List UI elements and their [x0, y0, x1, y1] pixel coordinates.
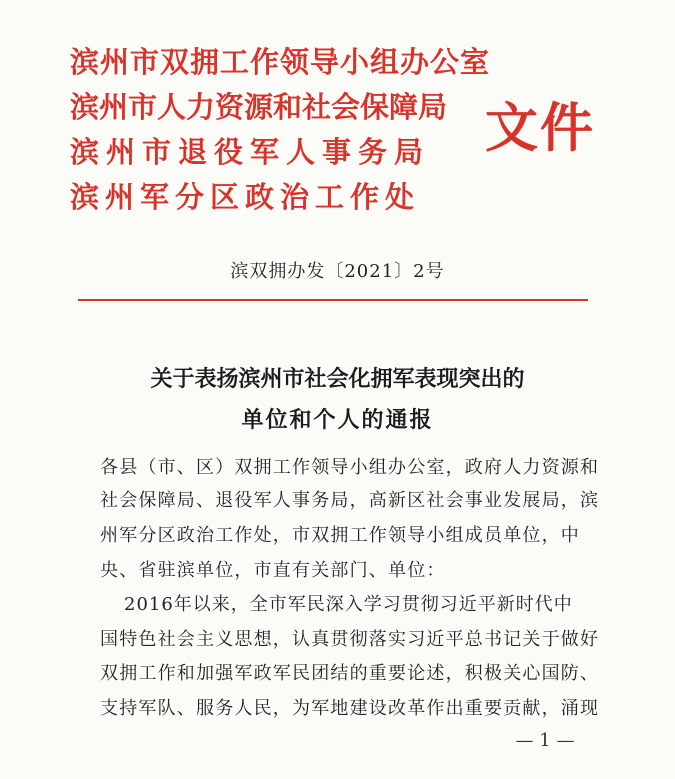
- document-word: 文件: [485, 97, 595, 159]
- body-line-5: 2016年以来，全市军民深入学习贯彻习近平新时代中: [124, 594, 573, 615]
- document-number: 滨双拥办发〔2021〕2号: [230, 261, 445, 282]
- issuer-line-3: 滨州市退役军人事务局: [70, 135, 431, 169]
- body-line-6: 国特色社会主义思想，认真贯彻落实习近平总书记关于做好: [100, 629, 600, 650]
- issuer-line-2: 滨州市人力资源和社会保障局: [70, 90, 448, 124]
- body-line-3: 州军分区政治工作处，市双拥工作领导小组成员单位，中: [100, 525, 580, 546]
- document-title-line-2: 单位和个人的通报: [241, 407, 434, 433]
- body-line-8: 支持军队、服务人民，为军地建设改革作出重要贡献，涌现: [100, 698, 600, 719]
- body-line-7: 双拥工作和加强军政军民团结的重要论述，积极关心国防、: [100, 663, 600, 684]
- body-line-1: 各县（市、区）双拥工作领导小组办公室，政府人力资源和: [100, 457, 600, 478]
- issuer-line-4: 滨州军分区政治工作处: [70, 180, 421, 214]
- red-header: [70, 44, 630, 244]
- page-number: — 1 —: [515, 730, 575, 751]
- issuer-line-1: 滨州市双拥工作领导小组办公室: [70, 45, 491, 79]
- document-title-line-1: 关于表扬滨州市社会化拥军表现突出的: [150, 366, 525, 392]
- red-divider-line: [78, 299, 588, 301]
- body-line-4: 央、省驻滨单位，市直有关部门、单位：: [100, 560, 446, 581]
- body-line-2: 社会保障局、退役军人事务局，高新区社会事业发展局，滨: [100, 490, 600, 511]
